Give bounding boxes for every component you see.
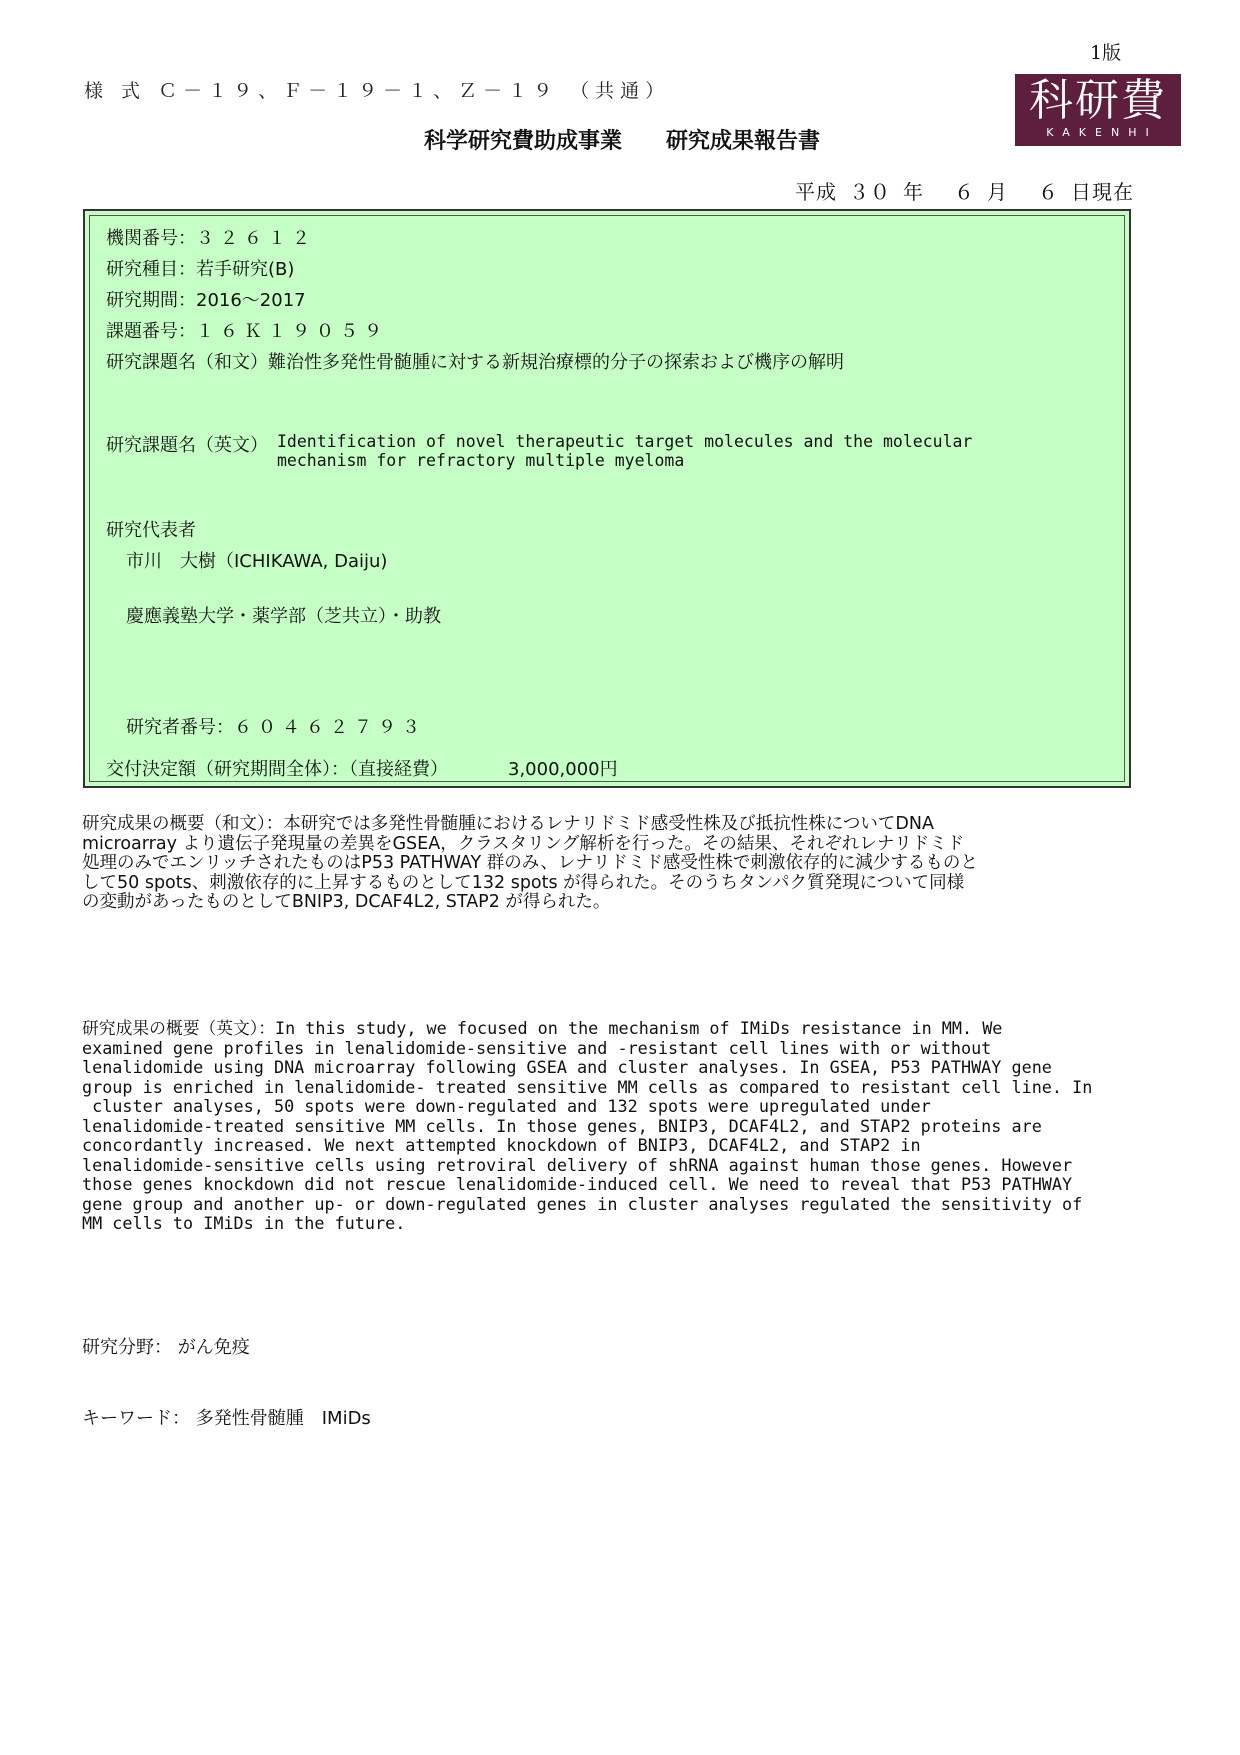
category-row xyxy=(106,255,294,281)
summary-en-line: 研究成果の概要（英文）：In this study, we focused on the mechanism of IMiDs resistance in MM. We xyxy=(82,1018,1003,1038)
keywords-value: 多発性骨髄腫 IMiDs xyxy=(195,1408,371,1429)
researcher-number-row xyxy=(126,713,426,739)
grant-value: 3,000,000円 xyxy=(508,759,618,780)
kakenhi-logo xyxy=(1015,74,1181,146)
title-program: 科学研究費助成事業 xyxy=(424,129,623,154)
project-number-label: 課題番号： xyxy=(106,321,196,342)
title-en-line1: Identification of novel therapeutic target molecules and the molecular xyxy=(277,432,973,451)
summary-en-line: those genes knockdown did not rescue lenalidomide-induced cell. We need to reveal that P53 PATHWAY xyxy=(82,1174,1073,1194)
summary-ja-line: microarray より遺伝子発現量の差異をGSEA，クラスタリング解析を行った。その結果、それぞれレナリドミド xyxy=(82,833,965,854)
summary-en-line: lenalidomide-treated sensitive MM cells. In those genes, BNIP3, DCAF4L2, and STAP2 proteins are xyxy=(82,1115,1042,1136)
date-year: ３０ xyxy=(849,180,891,204)
summary-ja-line: して50 spots、刺激依存的に上昇するものとして132 spots が得られた。そのうちタンパク質発現について同様 xyxy=(82,872,965,893)
summary-ja-line: 処理のみでエンリッチされたものはP53 PATHWAY 群のみ、レナリドミド感受性株で刺激依存的に減少するものと xyxy=(82,853,978,873)
keywords-label: キーワード： xyxy=(82,1408,190,1429)
summary-en-line: gene group and another up- or down-regulated genes in cluster analyses regulated the sensitivity of xyxy=(82,1193,1083,1214)
category-value: 若手研究(B) xyxy=(196,259,295,280)
logo-latin: KAKENHI xyxy=(1046,126,1158,139)
affiliation: 慶應義塾大学・薬学部（芝共立）・助教 xyxy=(126,606,441,627)
title-ja-value: 難治性多発性骨髄腫に対する新規治療標的分子の探索および機序の解明 xyxy=(268,352,844,373)
period-row xyxy=(106,286,306,312)
project-info-box xyxy=(83,209,1131,788)
representative-name: 市川 大樹（ICHIKAWA, Daiju) xyxy=(126,551,388,572)
representative-label: 研究代表者 xyxy=(106,520,196,541)
researcher-number-label: 研究者番号： xyxy=(126,717,234,738)
title-en-line2: mechanism for refractory multiple myeloma xyxy=(277,451,685,470)
summary-en-line: examined gene profiles in lenalidomide-sensitive and -resistant cell lines with or without xyxy=(82,1037,992,1058)
research-field-label: 研究分野： xyxy=(82,1337,172,1358)
title-report: 研究成果報告書 xyxy=(666,129,821,154)
project-info-inner xyxy=(89,215,1125,782)
period-value: 2016～2017 xyxy=(196,290,306,311)
report-date xyxy=(795,176,1146,205)
summary-en-line: lenalidomide using DNA microarray following GSEA and cluster analyses. In GSEA, P53 PATHWAY gene xyxy=(82,1057,1052,1077)
edition-label: 1版 xyxy=(1090,42,1122,64)
document-title xyxy=(424,124,820,155)
researcher-number-value: ６０４６２７９３ xyxy=(234,717,426,738)
date-era: 平成 xyxy=(795,180,837,204)
summary-en-line: lenalidomide-sensitive cells using retroviral delivery of shRNA against human those genes. However xyxy=(82,1154,1073,1175)
logo-kanji: 科研費 xyxy=(1029,75,1167,126)
project-number-row xyxy=(106,317,388,343)
date-day-unit: 日現在 xyxy=(1071,180,1134,204)
keywords xyxy=(82,1404,371,1430)
summary-ja xyxy=(82,815,978,913)
summary-en-line: cluster analyses, 50 spots were down-regulated and 132 spots were upregulated under xyxy=(82,1096,931,1116)
research-field-value: がん免疫 xyxy=(177,1337,250,1358)
institution-row xyxy=(106,224,316,250)
summary-en-line: MM cells to IMiDs in the future. xyxy=(82,1213,406,1233)
period-label: 研究期間： xyxy=(106,290,196,311)
summary-ja-line: の変動があったものとしてBNIP3, DCAF4L2, STAP2 が得られた。 xyxy=(82,892,611,912)
date-day: ６ xyxy=(1038,180,1059,204)
date-month: ６ xyxy=(954,180,975,204)
title-ja-label: 研究課題名（和文） xyxy=(106,352,268,373)
title-ja-row xyxy=(106,348,844,374)
project-number-value: １６Ｋ１９０５９ xyxy=(196,321,388,342)
research-field xyxy=(82,1333,250,1359)
institution-label: 機関番号： xyxy=(106,228,196,249)
form-code: 様 式 Ｃ－１９、Ｆ－１９－１、Ｚ－１９ （共通） xyxy=(84,80,671,102)
institution-value: ３２６１２ xyxy=(196,228,316,249)
category-label: 研究種目： xyxy=(106,259,196,280)
summary-ja-line: 研究成果の概要（和文）：本研究では多発性骨髄腫におけるレナリドミド感受性株及び抵抗性株についてDNA xyxy=(82,814,934,834)
summary-en xyxy=(82,1019,1092,1234)
grant-label: 交付決定額（研究期間全体）：（直接経費） xyxy=(106,759,448,780)
date-year-unit: 年 xyxy=(903,180,924,204)
grant-row xyxy=(106,755,618,781)
title-en-label-row xyxy=(106,431,268,457)
title-en-label: 研究課題名（英文） xyxy=(106,435,268,456)
summary-en-line: group is enriched in lenalidomide- treated sensitive MM cells as compared to resistant cell line. In xyxy=(82,1076,1093,1097)
date-month-unit: 月 xyxy=(987,180,1008,204)
summary-en-line: concordantly increased. We next attempted knockdown of BNIP3, DCAF4L2, and STAP2 in xyxy=(82,1135,921,1155)
